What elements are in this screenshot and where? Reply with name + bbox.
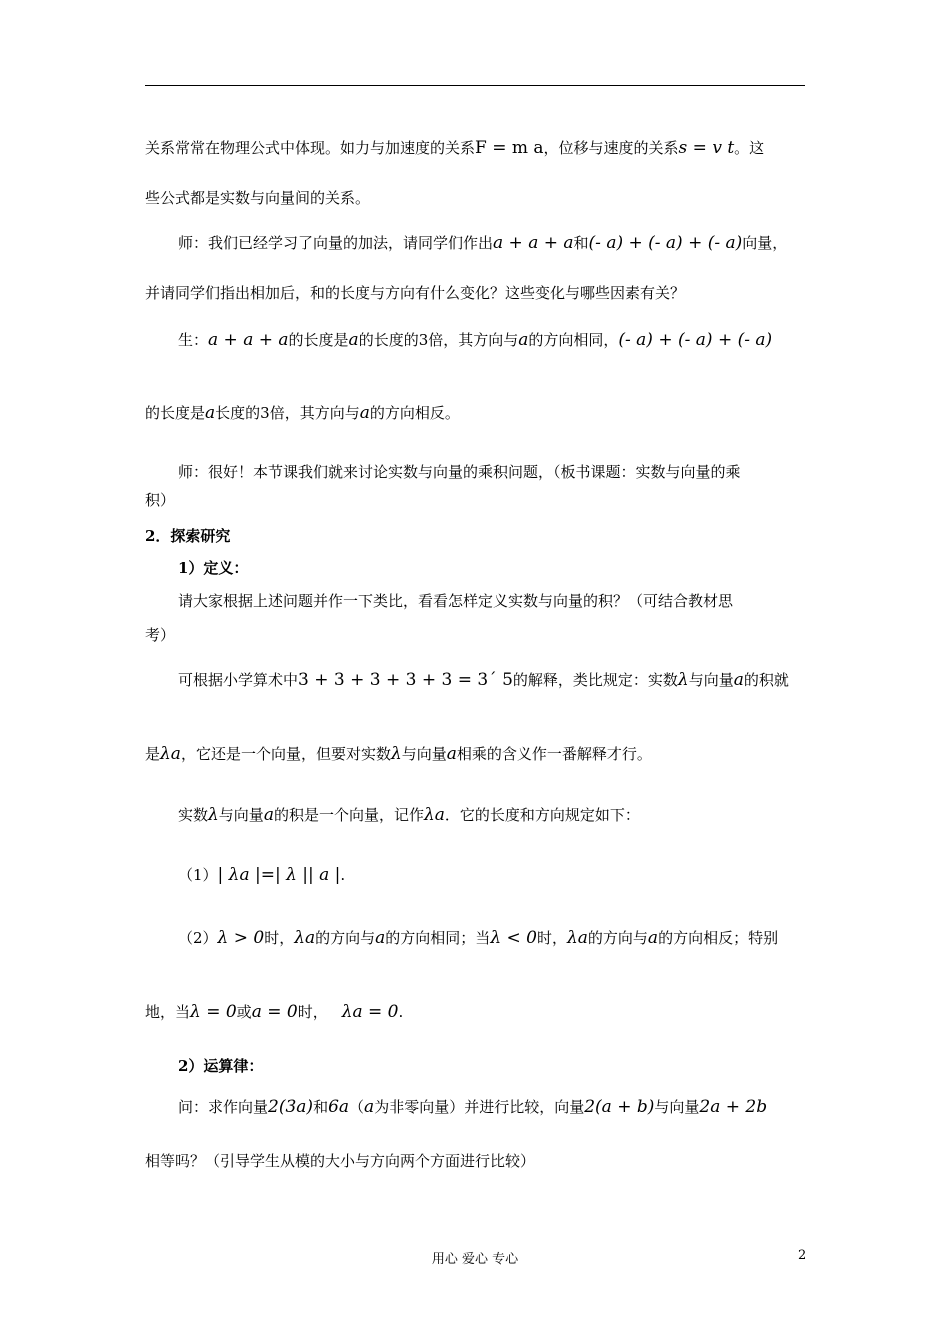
text: 问：求作向量	[178, 1098, 269, 1116]
formula-displacement: s = v t	[678, 138, 735, 158]
paragraph-line: 考）	[145, 626, 176, 644]
question-line	[178, 1097, 767, 1117]
text: 时，	[297, 1003, 328, 1021]
formula-lambda-a-zero: λa = 0	[341, 1002, 399, 1022]
formula-a: a	[348, 330, 359, 350]
student-answer-line	[178, 330, 772, 350]
text: 关系常常在物理公式中体现。如力与加速度的关系	[145, 139, 476, 157]
text: 相乘的含义作一番解释才行。	[456, 745, 652, 763]
text: 的方向与	[315, 929, 376, 947]
text: 的方向相同，	[528, 331, 619, 349]
formula-a: a	[518, 330, 529, 350]
text: 与向量	[654, 1098, 700, 1116]
footer-text: 用心 爱心 专心	[431, 1252, 519, 1267]
text: 的方向相反。	[369, 404, 460, 422]
text: .	[398, 1003, 404, 1021]
teacher-line: 师：很好！本节课我们就来讨论实数与向量的乘积问题，（板书课题：实数与向量的乘	[178, 463, 741, 481]
text: 时，	[264, 929, 295, 947]
formula-6a: 6a	[328, 1097, 350, 1117]
text: ，位移与速度的关系	[543, 139, 679, 157]
text: 可根据小学算术中	[178, 671, 299, 689]
formula-lambda-a: λa	[566, 928, 588, 948]
formula-length: | λa |=| λ || a |	[217, 865, 341, 885]
paragraph-line	[145, 403, 460, 423]
formula-a-zero: a = 0	[251, 1002, 298, 1022]
rule-length-line	[178, 865, 345, 885]
text: 与向量	[688, 671, 734, 689]
rule-zero-line	[145, 1002, 403, 1022]
formula-a: a	[446, 744, 457, 764]
formula-lambda-zero: λ = 0	[190, 1002, 237, 1022]
text: 向量，	[742, 234, 788, 252]
text: 地，当	[145, 1003, 191, 1021]
paragraph-line: 些公式都是实数与向量间的关系。	[145, 189, 371, 207]
text: 的解释，类比规定：实数	[512, 671, 678, 689]
formula-a: a	[733, 670, 744, 690]
section-heading: 2．探索研究	[145, 527, 231, 545]
formula-lambda: λ	[208, 805, 219, 825]
subsection-heading-definition: 1）定义：	[178, 559, 249, 577]
formula-lambda-a: λa	[294, 928, 316, 948]
formula-arithmetic: 3 + 3 + 3 + 3 + 3 = 3´ 5	[298, 670, 513, 690]
formula-neg-sum: (- a) + (- a) + (- a)	[588, 233, 743, 253]
formula-lambda-positive: λ > 0	[217, 928, 265, 948]
text: 和	[313, 1098, 329, 1116]
text: （	[349, 1098, 365, 1116]
text: （2）	[178, 929, 218, 947]
formula-lambda: λ	[677, 670, 689, 690]
paragraph-line: 请大家根据上述问题并作一下类比，看看怎样定义实数与向量的积？（可结合教材思	[178, 592, 734, 610]
text: 师：我们已经学习了向量的加法，请同学们作出	[178, 234, 494, 252]
formula-sum: a + a + a	[208, 330, 289, 350]
text: 实数	[178, 806, 209, 824]
subsection-heading-laws: 2）运算律：	[178, 1057, 264, 1075]
paragraph-line: 相等吗？（引导学生从模的大小与方向两个方面进行比较）	[145, 1152, 536, 1170]
formula-neg-sum: (- a) + (- a) + (- a)	[618, 330, 773, 350]
page-number: 2	[798, 1248, 807, 1263]
text: 时，	[536, 929, 567, 947]
formula-a: a	[364, 1097, 375, 1117]
text: 和	[573, 234, 589, 252]
text: 与向量	[218, 806, 264, 824]
text: 的方向与	[587, 929, 648, 947]
text: 与向量	[401, 745, 447, 763]
text: 长度的3倍，其方向与	[215, 404, 360, 422]
text: 或	[236, 1003, 252, 1021]
text: .	[340, 866, 346, 884]
rule-direction-line	[178, 928, 778, 948]
text: 的长度是	[288, 331, 349, 349]
formula-lambda-a: λa	[160, 744, 181, 764]
paragraph-line: 并请同学们指出相加后，和的长度与方向有什么变化？这些变化与哪些因素有关？	[145, 284, 686, 302]
header-rule	[145, 85, 805, 86]
formula-lambda: λ	[390, 744, 402, 764]
formula-force: F = m a	[475, 138, 544, 158]
text: 的长度是	[145, 404, 206, 422]
formula-2a-plus-2b: 2a + 2b	[699, 1097, 768, 1117]
text: 的积就	[743, 671, 789, 689]
teacher-question-line	[178, 233, 787, 253]
formula-a: a	[263, 805, 274, 825]
paragraph-analogy-line	[178, 670, 789, 690]
text: 的方向相同；当	[385, 929, 491, 947]
paragraph-line	[145, 744, 652, 764]
paragraph-force-line	[145, 138, 764, 158]
text: ．它的长度和方向规定如下：	[444, 806, 640, 824]
formula-2-3a: 2(3a)	[268, 1097, 314, 1117]
text: 生：	[178, 331, 209, 349]
formula-a: a	[375, 928, 386, 948]
paragraph-line: 积）	[145, 491, 176, 509]
formula-lambda-a: λa	[423, 805, 445, 825]
text: （1）	[178, 866, 218, 884]
definition-line	[178, 805, 640, 825]
formula-lambda-negative: λ < 0	[490, 928, 537, 948]
text: 为非零向量）并进行比较，向量	[374, 1098, 585, 1116]
text: 的长度的3倍，其方向与	[358, 331, 519, 349]
formula-a: a	[359, 403, 370, 423]
text: 。这	[734, 139, 765, 157]
text: 的积是一个向量，记作	[273, 806, 424, 824]
formula-2-a-plus-b: 2(a + b)	[584, 1097, 655, 1117]
text: 的方向相反；特别	[658, 929, 779, 947]
text: 是	[145, 745, 161, 763]
formula-sum: a + a + a	[493, 233, 574, 253]
formula-a: a	[205, 403, 216, 423]
formula-a: a	[647, 928, 659, 948]
text: ，它还是一个向量，但要对实数	[180, 745, 391, 763]
